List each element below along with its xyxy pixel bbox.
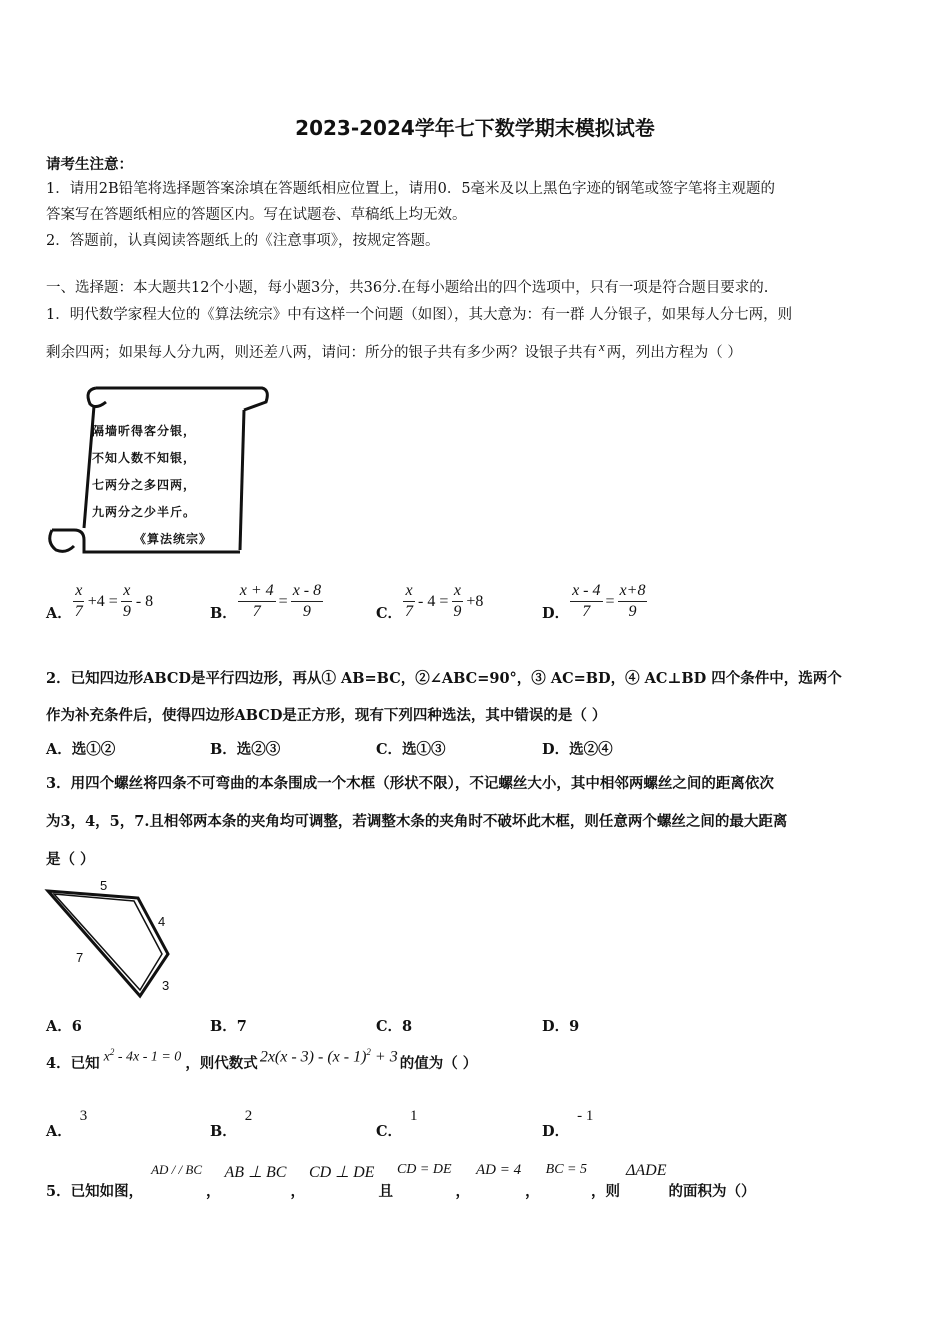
option-label: C． — [376, 605, 403, 622]
equation — [237, 582, 324, 621]
option-value: - 1 — [577, 1108, 594, 1124]
q4-option-d[interactable] — [542, 1104, 594, 1140]
option-label: D． — [542, 1123, 570, 1140]
q4-expr-a: 2x(x - 3) - (x - 1) — [259, 1048, 367, 1066]
q1-option-c[interactable] — [376, 580, 485, 623]
q4-option-c[interactable] — [376, 1104, 418, 1140]
operator: - 8 — [135, 592, 154, 610]
q1-line1: 1．明代数学家程大位的《算法统宗》中有这样一个问题（如图），其大意为：有一群 人分银子，如果每人分七两，则 — [46, 307, 793, 323]
frac-den: 7 — [74, 603, 83, 620]
q4-condition — [104, 1047, 182, 1066]
notice-item2: 2．答题前，认真阅读答题纸上的《注意事项》，按规定答题。 — [46, 233, 440, 249]
q5-condition-parallel: AD / / BC — [151, 1162, 203, 1177]
q4-stem — [46, 1046, 478, 1073]
frac-num: x - 8 — [291, 582, 323, 602]
frac-den: 7 — [582, 603, 591, 620]
q5-sep: ， — [455, 1183, 471, 1200]
q5-triangle: ΔADE — [625, 1162, 667, 1179]
q5-sep: ， — [525, 1183, 540, 1200]
q5-prefix: 5．已知如图， — [46, 1183, 144, 1200]
q1-option-a[interactable] — [46, 580, 155, 623]
option-label: B． — [210, 1123, 237, 1140]
option-label: A． — [46, 605, 72, 622]
q1-line2 — [46, 341, 742, 362]
q4-expression — [260, 1047, 398, 1066]
frac-den: 7 — [405, 603, 414, 620]
q3-option-d[interactable]: D．9 — [542, 1018, 580, 1035]
option-label: D． — [542, 605, 570, 622]
q3-line1: 3．用四个螺丝将四条不可弯曲的本条围成一个木框（形状不限），不记螺丝大小，其中相邻两螺丝之间的距离依次 — [46, 775, 774, 792]
q1-options — [46, 580, 906, 632]
equation — [402, 582, 485, 621]
q2-line2: 作为补充条件后，使得四边形ABCD是正方形，现有下列四种选法，其中错误的是（ ） — [46, 707, 607, 724]
q5-condition-equal: CD = DE — [396, 1162, 452, 1177]
notice-item1-line2: 答案写在答题纸相应的答题区内。写在试题卷、草稿纸上均无效。 — [46, 207, 467, 223]
frac-den: 9 — [302, 603, 311, 620]
scroll-line: 隔墙听得客分银， — [92, 424, 197, 438]
q5-condition-ad: AD = 4 — [476, 1162, 522, 1178]
q5-sep: ， — [290, 1183, 305, 1200]
frame-label: 4 — [158, 914, 166, 929]
scroll-line: 《算法统宗》 — [134, 532, 213, 546]
operator: +8 — [466, 592, 484, 610]
scroll-figure — [44, 380, 270, 560]
wood-frame-figure — [40, 874, 190, 1004]
notice-item1-line1: 1．请用2B铅笔将选择题答案涂填在答题纸相应位置上，请用0．5毫米及以上黑色字迹的钢笔或签字笔将主观题的 — [46, 181, 776, 197]
frac-den: 9 — [628, 603, 637, 620]
option-label: A． — [46, 1123, 72, 1140]
option-value: 1 — [410, 1108, 418, 1124]
q5-condition-perp1: AB ⊥ BC — [224, 1164, 287, 1181]
q4-cond-exp: 2 — [109, 1047, 115, 1058]
q2-line1: 2．已知四边形ABCD是平行四边形，再从① AB=BC，②∠ABC=90°，③ AC=BD，④ AC⊥BD 四个条件中，选两个 — [46, 670, 842, 687]
q1-line2-a: 剩余四两；如果每人分九两，则还差八两，请问：所分的银子共有多少两？设银子共有 — [46, 345, 597, 361]
q4-middle: ，则代数式 — [185, 1055, 258, 1072]
scroll-line: 七两分之多四两， — [92, 478, 197, 492]
frac-num: x — [121, 582, 132, 602]
q4-cond-a: x — [103, 1049, 110, 1065]
operator: - 4 = — [418, 592, 449, 610]
q5-sep: ， — [206, 1183, 221, 1200]
scroll-line: 不知人数不知银， — [92, 451, 197, 465]
equation — [72, 582, 155, 621]
q5-stem — [46, 1162, 755, 1201]
option-value: 2 — [244, 1108, 253, 1124]
frac-num: x — [403, 582, 414, 602]
frac-num: x - 4 — [570, 582, 602, 602]
q3-option-c[interactable]: C．8 — [376, 1018, 413, 1035]
q2-option-a[interactable]: A．选①② — [46, 741, 116, 758]
operator: = — [605, 592, 615, 610]
q3-line2: 为3，4，5，7.且相邻两本条的夹角均可调整，若调整木条的夹角时不破坏此木框，则任意两个螺丝之间的最大距离 — [46, 813, 788, 830]
q4-expr-b: + 3 — [370, 1048, 398, 1066]
q4-suffix: 的值为（ ） — [399, 1055, 478, 1072]
equation — [569, 582, 648, 621]
frame-label: 3 — [162, 978, 170, 993]
q2-option-b[interactable]: B．选②③ — [210, 741, 281, 758]
notice-heading: 请考生注意： — [46, 156, 133, 173]
operator: +4 = — [87, 592, 118, 610]
q1-variable: x — [599, 339, 605, 354]
q5-sep: ，则 — [590, 1183, 620, 1200]
scroll-text — [92, 418, 212, 553]
q2-option-d[interactable]: D．选②④ — [542, 741, 613, 758]
option-value: 3 — [79, 1108, 88, 1124]
q3-option-b[interactable]: B．7 — [210, 1018, 247, 1035]
q4-option-a[interactable] — [46, 1104, 88, 1140]
option-label: B． — [210, 605, 237, 622]
q5-condition-bc: BC = 5 — [545, 1162, 587, 1177]
q4-cond-b: - 4x - 1 = 0 — [114, 1049, 182, 1065]
frac-num: x — [452, 582, 463, 602]
q4-option-b[interactable] — [210, 1104, 253, 1140]
section-heading: 一、选择题：本大题共12个小题，每小题3分，共36分.在每小题给出的四个选项中，只有一项是符合题目要求的. — [46, 280, 769, 296]
frac-num: x + 4 — [238, 582, 276, 602]
frame-label: 5 — [100, 878, 108, 893]
page-title: 2023-2024学年七下数学期末模拟试卷 — [295, 116, 655, 140]
q5-and: 且 — [378, 1183, 393, 1200]
option-label: C． — [376, 1123, 403, 1140]
frac-den: 7 — [252, 603, 261, 620]
q3-option-a[interactable]: A．6 — [46, 1018, 82, 1035]
q1-option-b[interactable] — [210, 580, 324, 623]
frac-num: x — [73, 582, 84, 602]
q4-prefix: 4．已知 — [46, 1055, 100, 1072]
frac-den: 9 — [122, 603, 131, 620]
operator: = — [278, 592, 288, 610]
q1-line2-b: 两，列出方程为（ ） — [606, 345, 742, 361]
q1-option-d[interactable] — [542, 580, 648, 623]
q5-suffix: 的面积为（） — [668, 1183, 756, 1200]
frac-num: x+8 — [618, 582, 648, 602]
q3-line3: 是（ ） — [46, 851, 95, 868]
q5-condition-perp2: CD ⊥ DE — [308, 1164, 375, 1181]
q4-expr-exp: 2 — [366, 1046, 371, 1057]
frac-den: 9 — [453, 603, 462, 620]
scroll-line: 九两分之少半斤。 — [92, 505, 197, 519]
frame-label: 7 — [76, 950, 84, 965]
q2-option-c[interactable]: C．选①③ — [376, 741, 446, 758]
